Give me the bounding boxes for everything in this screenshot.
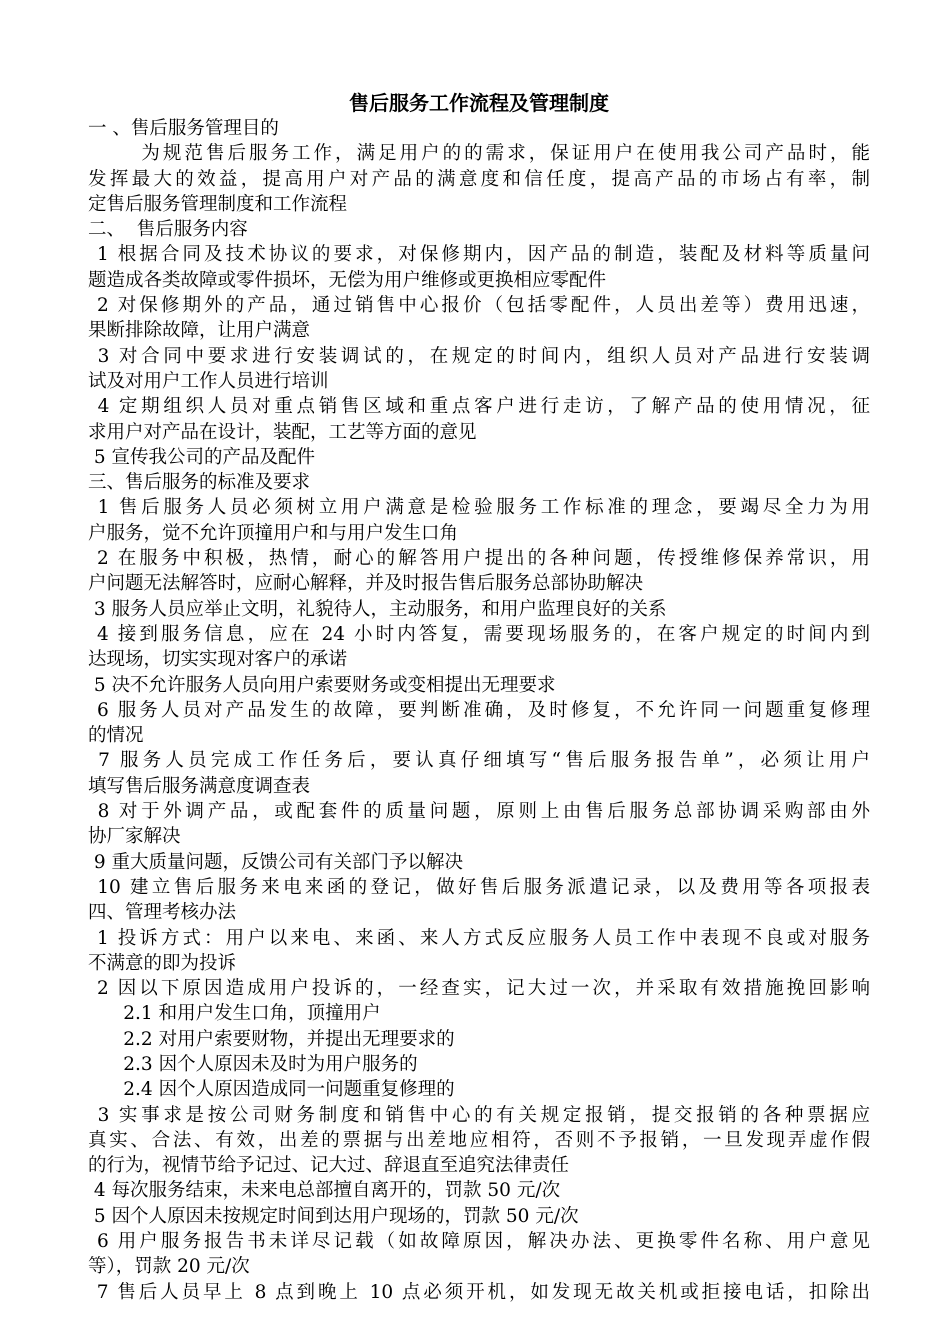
text-line: 4 定期组织人员对重点销售区域和重点客户进行走访，了解产品的使用情况，征 <box>88 396 870 418</box>
text-line: 定售后服务管理制度和工作流程 <box>88 193 348 215</box>
document-text <box>88 116 870 1305</box>
text-line: 5 因个人原因未按规定时间到达用户现场的，罚款 50 元/次 <box>88 1205 579 1227</box>
text-line: 二、 售后服务内容 <box>88 219 248 241</box>
text-line: 1 售后服务人员必须树立用户满意是检验服务工作标准的理念，要竭尽全力为用 <box>88 497 870 519</box>
text-line: 户问题无法解答时，应耐心解释，并及时报告售后服务总部协助解决 <box>88 573 644 595</box>
document-body <box>88 90 870 1305</box>
text-line: 7 服务人员完成工作任务后，要认真仔细填写“售后服务报告单”，必须让用户 <box>88 750 870 772</box>
text-line: 2.4 因个人原因造成同一问题重复修理的 <box>88 1079 455 1101</box>
text-line: 8 对于外调产品，或配套件的质量问题，原则上由售后服务总部协调采购部由外 <box>88 801 870 823</box>
text-line: 1 投诉方式：用户以来电、来函、来人方式反应服务人员工作中表现不良或对服务 <box>88 927 870 949</box>
text-line: 3 实事求是按公司财务制度和销售中心的有关规定报销，提交报销的各种票据应 <box>88 1104 870 1126</box>
text-line: 协厂家解决 <box>88 826 181 848</box>
text-line: 1 根据合同及技术协议的要求，对保修期内，因产品的制造，装配及材料等质量问 <box>88 244 870 266</box>
text-line: 2.3 因个人原因未及时为用户服务的 <box>88 1053 418 1075</box>
text-line: 户服务，觉不允许顶撞用户和与用户发生口角 <box>88 522 459 544</box>
document-title: 售后服务工作流程及管理制度 <box>349 91 609 115</box>
text-line: 三、售后服务的标准及要求 <box>88 472 311 494</box>
text-line: 真实、合法、有效，出差的票据与出差地应相符，否则不予报销，一旦发现弄虚作假 <box>88 1129 870 1151</box>
text-line: 填写售后服务满意度调查表 <box>88 775 311 797</box>
text-line: 题造成各类故障或零件损坏，无偿为用户维修或更换相应零配件 <box>88 269 607 291</box>
text-line: 试及对用户工作人员进行培训 <box>88 370 329 392</box>
text-line: 四、管理考核办法 <box>88 902 237 924</box>
text-line: 7 售后人员早上 8 点到晚上 10 点必须开机，如发现无故关机或拒接电话，扣除出 <box>88 1281 870 1303</box>
text-line: 等），罚款 20 元/次 <box>88 1256 250 1278</box>
text-line: 发挥最大的效益，提高用户对产品的满意度和信任度，提高产品的市场占有率，制 <box>88 168 870 190</box>
text-line: 6 用户服务报告书未详尽记载（如故障原因，解决办法、更换零件名称、用户意见 <box>88 1231 870 1253</box>
text-line: 4 接到服务信息，应在 24 小时内答复，需要现场服务的，在客户规定的时间内到 <box>88 623 870 645</box>
text-line: 3 对合同中要求进行安装调试的，在规定的时间内，组织人员对产品进行安装调 <box>88 345 870 367</box>
text-line: 的情况 <box>88 725 144 747</box>
text-line: 果断排除故障，让用户满意 <box>88 320 311 342</box>
text-line: 一 、售后服务管理目的 <box>88 118 279 139</box>
text-line: 3 服务人员应举止文明，礼貌待人，主动服务，和用户监理良好的关系 <box>88 598 667 620</box>
text-line: 达现场，切实实现对客户的承诺 <box>88 649 348 671</box>
text-line: 2 对保修期外的产品，通过销售中心报价（包括零配件，人员出差等）费用迅速， <box>88 295 870 317</box>
text-line: 2.1 和用户发生口角，顶撞用户 <box>88 1003 381 1025</box>
text-line: 的行为，视情节给予记过、记大过、辞退直至追究法律责任 <box>88 1155 570 1177</box>
text-line: 5 宣传我公司的产品及配件 <box>88 446 316 468</box>
text-line: 10 建立售后服务来电来函的登记，做好售后服务派遣记录，以及费用等各项报表 <box>88 876 870 898</box>
text-line: 2 在服务中积极，热情，耐心的解答用户提出的各种问题，传授维修保养常识，用 <box>88 548 870 570</box>
text-line: 5 决不允许服务人员向用户索要财务或变相提出无理要求 <box>88 674 556 696</box>
text-line: 求用户对产品在设计，装配，工艺等方面的意见 <box>88 421 477 443</box>
text-line: 6 服务人员对产品发生的故障，要判断准确，及时修复，不允许同一问题重复修理 <box>88 699 870 721</box>
text-line: 4 每次服务结束，未来电总部擅自离开的，罚款 50 元/次 <box>88 1180 561 1202</box>
text-line: 2.2 对用户索要财物，并提出无理要求的 <box>88 1028 455 1050</box>
text-line: 2 因以下原因造成用户投诉的，一经查实，记大过一次，并采取有效措施挽回影响 <box>88 978 870 1000</box>
text-line: 9 重大质量问题，反馈公司有关部门予以解决 <box>88 851 464 873</box>
text-line: 为规范售后服务工作，满足用户的的需求，保证用户在使用我公司产品时，能 <box>88 143 870 165</box>
text-line: 不满意的即为投诉 <box>88 952 237 974</box>
